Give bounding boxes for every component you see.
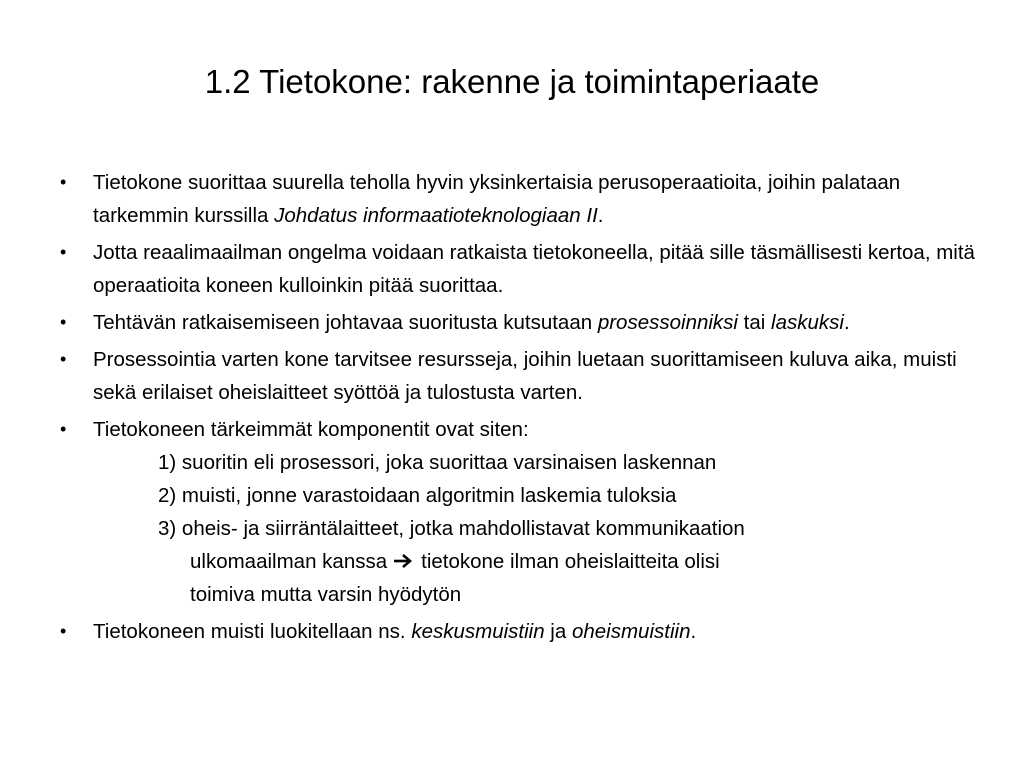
bullet-text: Tehtävän ratkaisemiseen johtavaa suoritusta kutsutaan bbox=[93, 311, 598, 334]
bullet-text-mid: tai bbox=[737, 311, 772, 334]
term-lasku: laskuksi bbox=[771, 311, 844, 334]
term-prosessointi: prosessoinniksi bbox=[597, 311, 738, 334]
component-item-3-text-b: tietokone ilman oheislaitteita olisi bbox=[421, 550, 720, 573]
bullet-dot: • bbox=[60, 621, 67, 641]
component-item-1: 1) suoritin eli prosessori, joka suorittaa varsinaisen laskennan bbox=[158, 451, 717, 474]
bullet-text: Tietokoneen tärkeimmät komponentit ovat siten: bbox=[93, 418, 529, 441]
bullet-item bbox=[60, 306, 990, 339]
bullet-dot: • bbox=[60, 349, 67, 369]
bullet-item bbox=[60, 236, 990, 302]
bullet-text: Jotta reaalimaailman ongelma voidaan ratkaista tietokoneella, pitää sille täsmällisesti kertoa, mitä operaatioita koneen kulloinkin pitää suorittaa. bbox=[93, 241, 975, 297]
bullet-item bbox=[60, 343, 990, 409]
bullet-dot: • bbox=[60, 312, 67, 332]
bullet-text-end: . bbox=[597, 204, 604, 227]
term-oheismuisti: oheismuistiin bbox=[571, 620, 691, 643]
bullet-text-mid: ja bbox=[544, 620, 572, 643]
bullet-item bbox=[60, 615, 990, 648]
bullet-item bbox=[60, 166, 990, 232]
component-item-2: 2) muisti, jonne varastoidaan algoritmin laskemia tuloksia bbox=[158, 484, 677, 507]
bullet-list bbox=[60, 166, 990, 652]
bullet-text: Tietokoneen muisti luokitellaan ns. bbox=[93, 620, 412, 643]
bullet-text-end: . bbox=[843, 311, 850, 334]
bullet-dot: • bbox=[60, 172, 67, 192]
course-name: Johdatus informaatioteknologiaan II bbox=[274, 204, 598, 227]
bullet-item bbox=[60, 413, 990, 611]
component-item-3-text-a: ulkomaailman kanssa bbox=[190, 550, 388, 573]
bullet-dot: • bbox=[60, 242, 67, 262]
term-keskusmuisti: keskusmuistiin bbox=[411, 620, 545, 643]
component-item-3: 3) oheis- ja siirräntälaitteet, jotka mahdollistavat kommunikaation bbox=[158, 517, 745, 540]
slide-title: 1.2 Tietokone: rakenne ja toimintaperiaate bbox=[204, 63, 820, 100]
bullet-dot: • bbox=[60, 419, 67, 439]
component-item-3-cont-2: toimiva mutta varsin hyödytön bbox=[190, 583, 462, 606]
bullet-text: Prosessointia varten kone tarvitsee resursseja, joihin luetaan suorittamiseen kuluva aika, muisti sekä erilaiset oheislaitteet syöttöä ja tulostusta varten. bbox=[93, 348, 957, 404]
component-item-3-cont bbox=[93, 545, 990, 578]
bullet-text: Tietokone suorittaa suurella teholla hyvin yksinkertaisia perusoperaatioita, joihin palataan tarkemmin kurssilla bbox=[93, 171, 901, 227]
right-arrow-icon bbox=[393, 552, 415, 570]
bullet-text-end: . bbox=[690, 620, 697, 643]
